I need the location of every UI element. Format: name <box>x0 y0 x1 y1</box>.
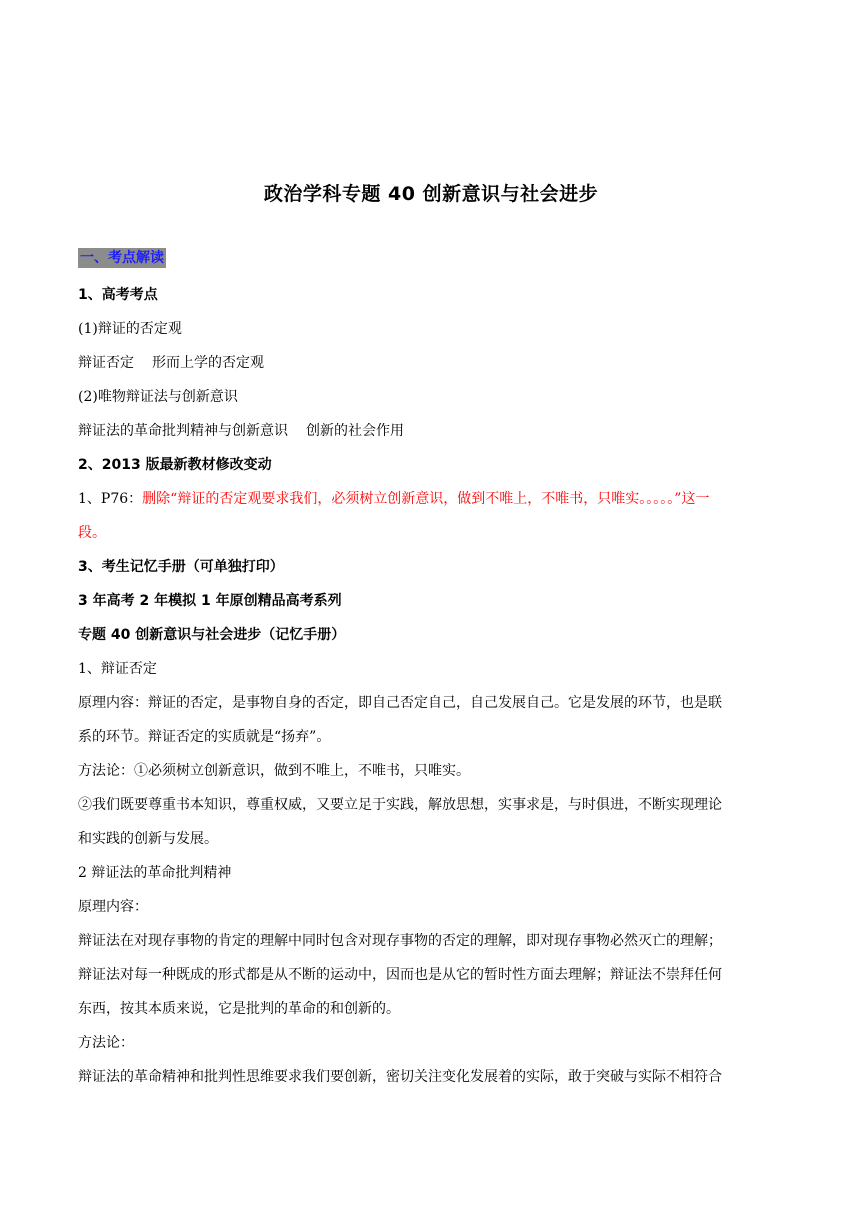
point-geming-pipan-jingshen: 辩证法的革命批判精神与创新意识 <box>78 423 288 439</box>
section-heading-kaodian-jiedu: 一、考点解读 <box>80 250 164 266</box>
point-xing-er-shang-xue: 形而上学的否定观 <box>152 355 264 371</box>
page-title: 政治学科专题 40 创新意识与社会进步 <box>263 183 599 205</box>
part-1-method-line-2: ②我们既要尊重书本知识，尊重权威，又要立足于实践，解放思想，实事求是，与时俱进，不断实现理论 <box>78 797 722 813</box>
heading-gaokao-kaodian: 1、高考考点 <box>78 287 158 303</box>
document-body <box>78 278 784 1094</box>
part-2-principle-label: 原理内容： <box>78 899 148 915</box>
change-item-line-1 <box>78 482 784 516</box>
handbook-series: 3 年高考 2 年模拟 1 年原创精品高考系列 <box>78 593 342 609</box>
part-2-method-line-1: 辩证法的革命精神和批判性思维要求我们要创新，密切关注变化发展着的实际，敢于突破与实际不相符合 <box>78 1069 722 1085</box>
part-1-method-line-3: 和实践的创新与发展。 <box>78 831 218 847</box>
kaodian-item-2-points <box>78 414 784 448</box>
part-2-principle-line-2: 辩证法对每一种既成的形式都是从不断的运动中，因而也是从它的暂时性方面去理解；辩证法不崇拜任何 <box>78 967 722 983</box>
change-item-prefix: 1、P76： <box>78 491 143 507</box>
handbook-part-1-heading: 1、辩证否定 <box>78 661 157 677</box>
kaodian-item-2: (2)唯物辩证法与创新意识 <box>78 389 238 405</box>
part-1-principle-line-1: 原理内容：辩证的否定，是事物自身的否定，即自己否定自己，自己发展自己。它是发展的环节，也是联 <box>78 695 722 711</box>
kaodian-item-1-points <box>78 346 784 380</box>
heading-memory-handbook: 3、考生记忆手册（可单独打印） <box>78 559 284 575</box>
point-bianzheng-fouding: 辩证否定 <box>78 355 134 371</box>
kaodian-item-1: (1)辩证的否定观 <box>78 321 182 337</box>
change-item-line-2: 段。 <box>78 525 106 541</box>
part-2-method-label: 方法论： <box>78 1035 134 1051</box>
part-2-principle-line-3: 东西，按其本质来说，它是批判的革命的和创新的。 <box>78 1001 400 1017</box>
part-1-principle-line-2: 系的环节。辩证否定的实质就是“扬弃”。 <box>78 729 331 745</box>
handbook-part-2-heading: 2 辩证法的革命批判精神 <box>78 865 232 881</box>
document-page <box>78 0 784 1216</box>
heading-textbook-changes: 2、2013 版最新教材修改变动 <box>78 457 272 473</box>
point-chuangxin-shehui-zuoyong: 创新的社会作用 <box>306 423 404 439</box>
change-item-text: 删除“辩证的否定观要求我们，必须树立创新意识，做到不唯上，不唯书，只唯实。。。。。”这一 <box>142 491 710 507</box>
part-2-principle-line-1: 辩证法在对现存事物的肯定的理解中同时包含对现存事物的否定的理解，即对现存事物必然灭亡的理解； <box>78 933 722 949</box>
part-1-method-line-1: 方法论：①必须树立创新意识，做到不唯上，不唯书，只唯实。 <box>78 763 470 779</box>
handbook-subtitle: 专题 40 创新意识与社会进步（记忆手册） <box>78 627 346 643</box>
